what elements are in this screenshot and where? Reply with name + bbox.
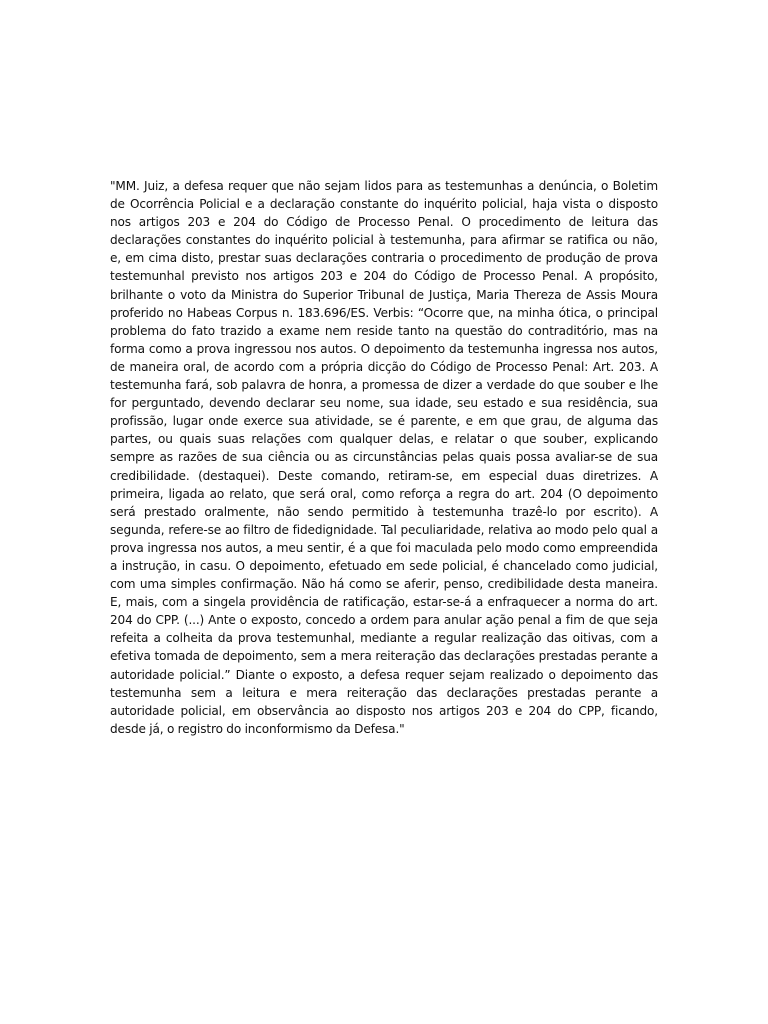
body-paragraph: "MM. Juiz, a defesa requer que não sejam lidos para as testemunhas a denúncia, o Boletim de Ocorrência Policial e a declaração constante do inquérito policial, haja vista o disposto nos artigos 203 e 204 do Código de Processo Penal. O procedimento de leitura das declarações constantes do inquérito policial à testemunha, para afirmar se ratifica ou não, e, em cima disto, prestar suas declarações contraria o procedimento de produção de prova testemunhal previsto nos artigos 203 e 204 do Código de Processo Penal. A propósito, brilhante o voto da Ministra do Superior Tribunal de Justiça, Maria Thereza de Assis Moura proferido no Habeas Corpus n. 183.696/ES. Verbis: “Ocorre que, na minha ótica, o principal problema do fato trazido a exame nem reside tanto na questão do contraditório, mas na forma como a prova ingressou nos autos. O depoimento da testemunha ingressa nos autos, de maneira oral, de acordo com a própria dicção do Código de Processo Penal: Art. 203. A testemunha fará, sob palavra de honra, a promessa de dizer a verdade do que souber e lhe for perguntado, devendo declarar seu nome, sua idade, seu estado e sua residência, sua profissão, lugar onde exerce sua atividade, se é parente, e em que grau, de alguma das partes, ou quais suas relações com qualquer delas, e relatar o que souber, explicando sempre as razões de sua ciência ou as circunstâncias pelas quais possa avaliar-se de sua credibilidade. (destaquei). Deste comando, retiram-se, em especial duas diretrizes. A primeira, ligada ao relato, que será oral, como reforça a regra do art. 204 (O depoimento será prestado oralmente, não sendo permitido à testemunha trazê-lo por escrito). A segunda, refere-se ao filtro de fidedignidade. Tal peculiaridade, relativa ao modo pelo qual a prova ingressa nos autos, a meu sentir, é a que foi maculada pelo modo como empreendida a instrução, in casu. O depoimento, efetuado em sede policial, é chancelado como judicial, com uma simples confirmação. Não há como se aferir, penso, credibilidade desta maneira. E, mais, com a singela providência de ratificação, estar-se-á a enfraquecer a norma do art. 204 do CPP. (...) Ante o exposto, concedo a ordem para anular ação penal a fim de que seja refeita a colheita da prova testemunhal, mediante a regular realização das oitivas, com a efetiva tomada de depoimento, sem a mera reiteração das declarações prestadas perante a autoridade policial.” Diante o exposto, a defesa requer sejam realizado o depoimento das testemunha sem a leitura e mera reiteração das declarações prestadas perante a autoridade policial, em observância ao disposto nos artigos 203 e 204 do CPP, ficando, desde já, o registro do inconformismo da Defesa.": [110, 179, 658, 736]
